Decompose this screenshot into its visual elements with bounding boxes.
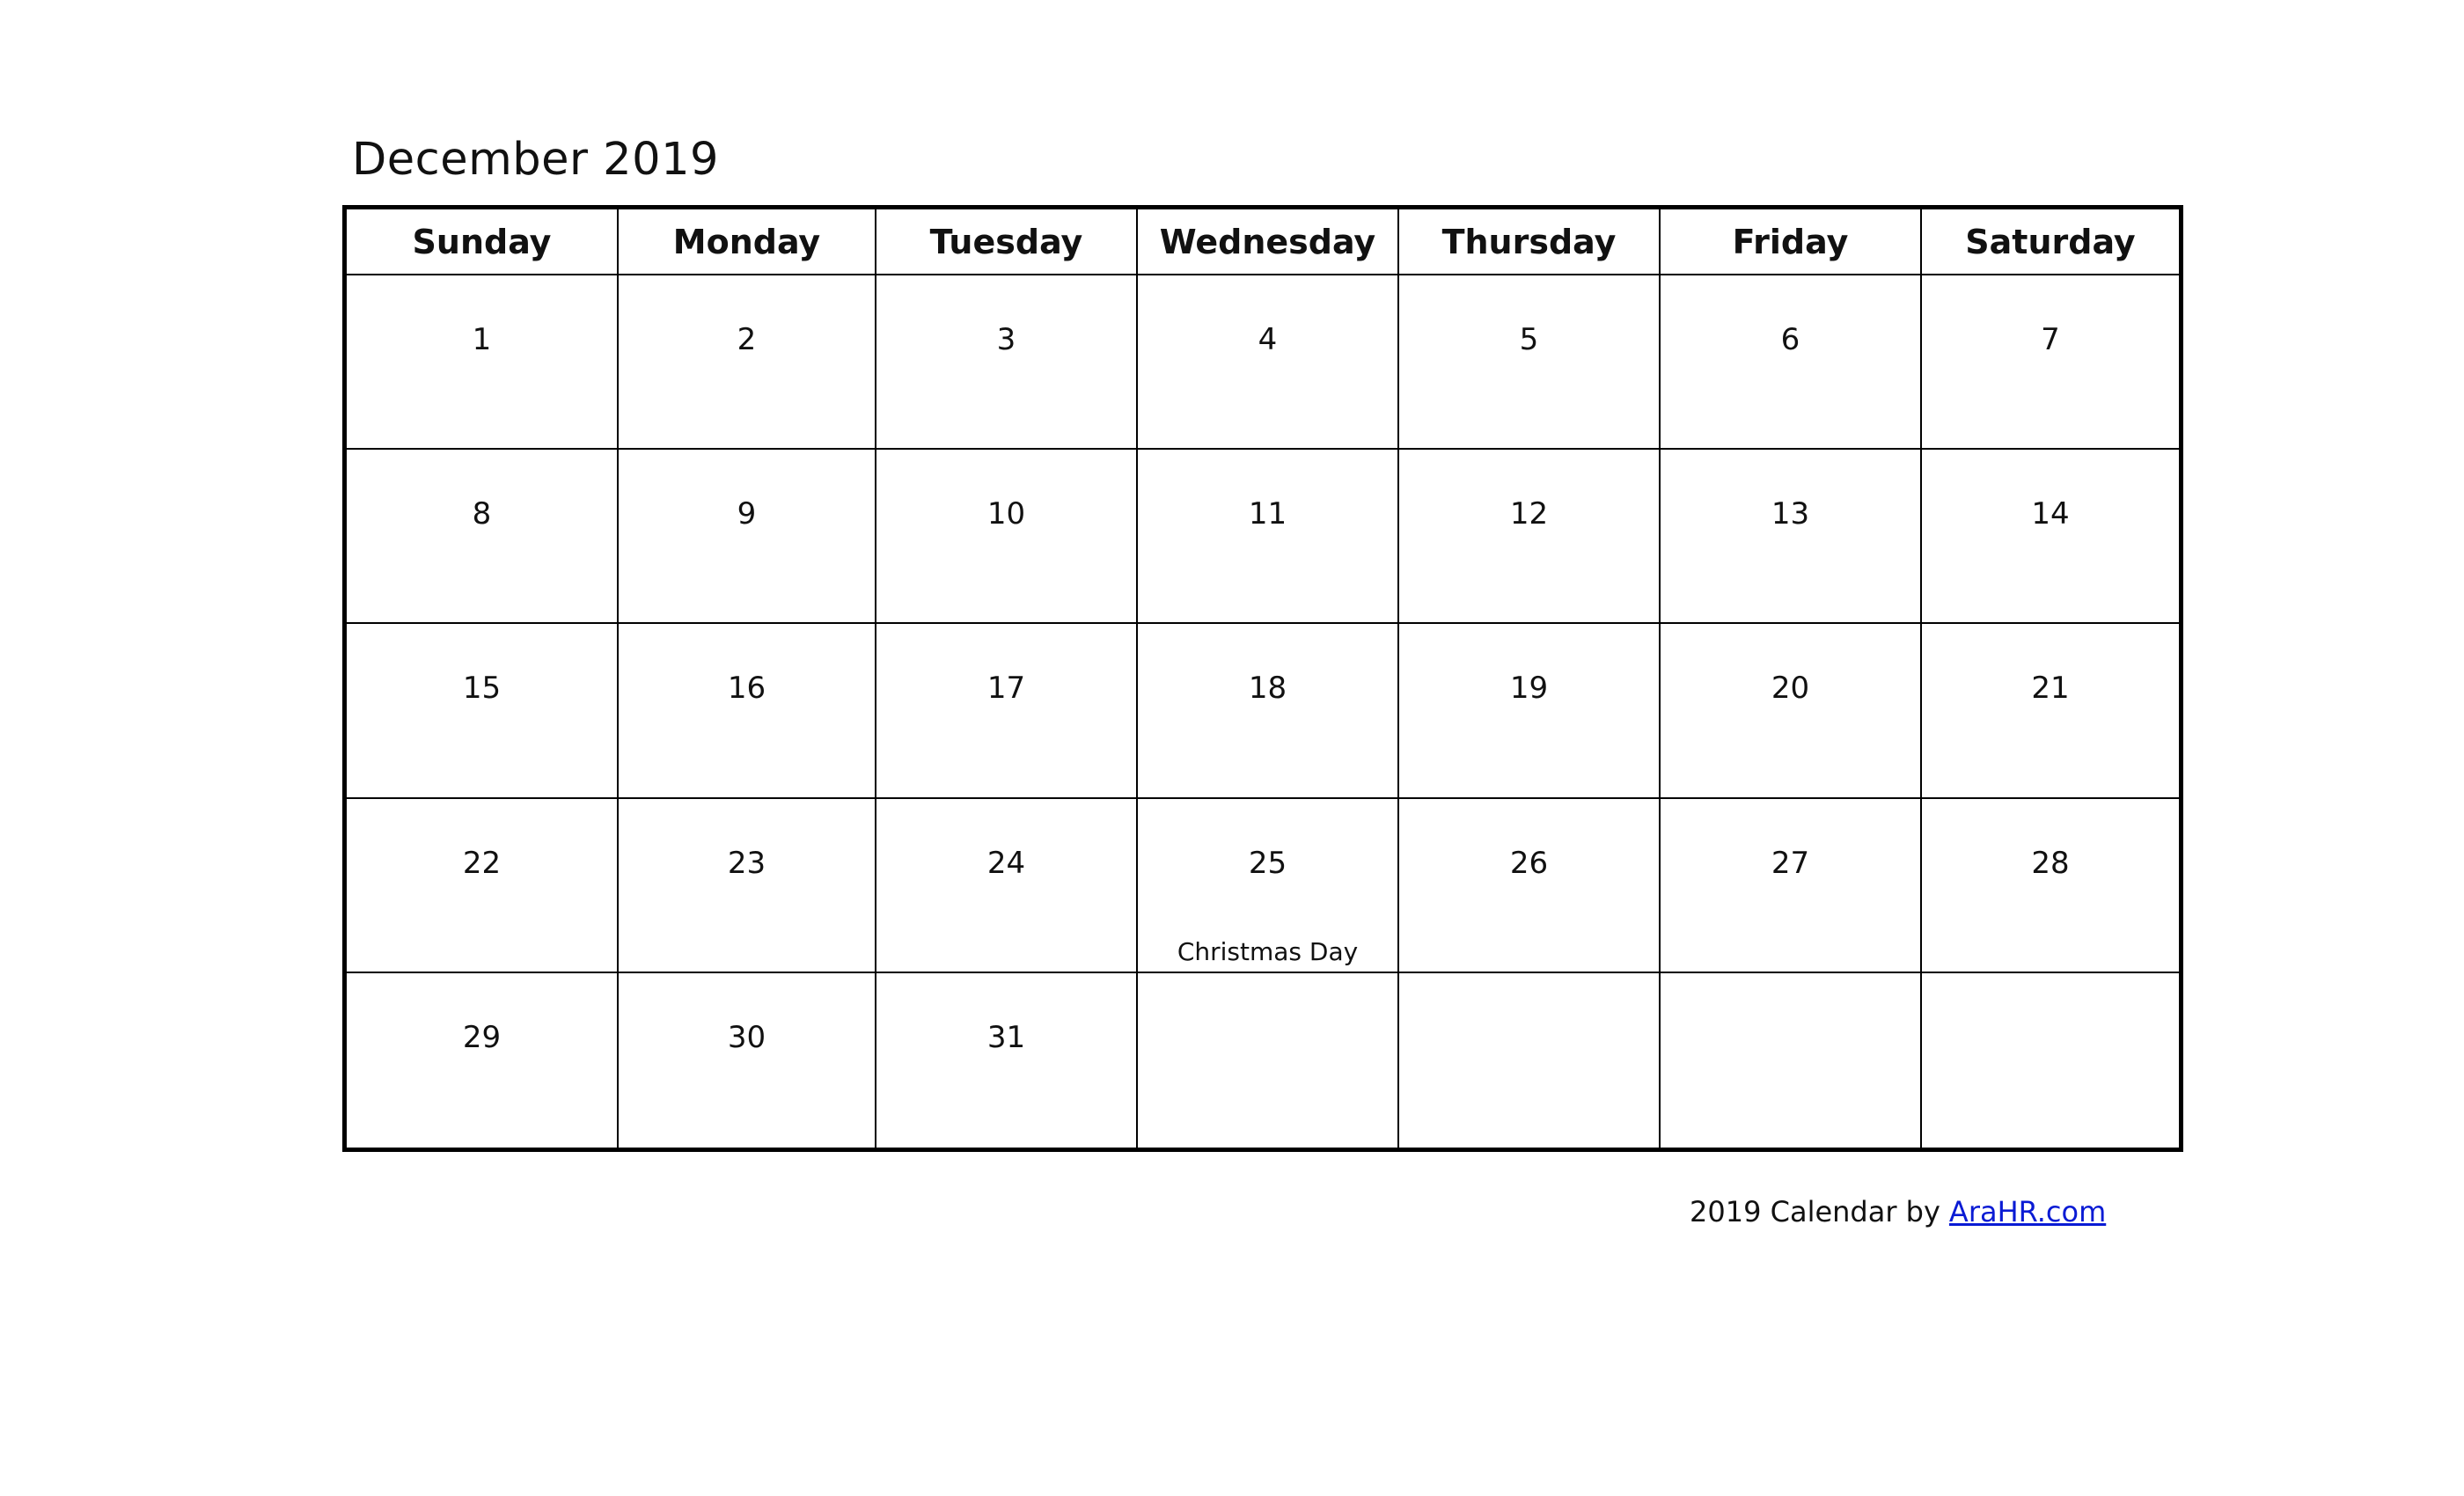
day-number: 19 xyxy=(1509,671,1549,707)
day-number: 7 xyxy=(2041,322,2060,357)
day-number: 6 xyxy=(1780,322,1800,357)
day-cell xyxy=(1922,624,2179,798)
day-number: 24 xyxy=(986,845,1026,881)
day-number: 11 xyxy=(1248,496,1287,532)
day-cell xyxy=(619,275,876,450)
day-number: 10 xyxy=(986,496,1026,532)
empty-day-cell xyxy=(1399,973,1661,1148)
day-number: 17 xyxy=(986,671,1026,707)
day-number: 9 xyxy=(737,496,757,532)
footer-credit xyxy=(1690,1195,2106,1228)
day-number: 4 xyxy=(1258,322,1278,357)
day-cell xyxy=(619,973,876,1148)
calendar-table xyxy=(342,205,2183,1152)
day-cell xyxy=(1399,450,1661,624)
day-number: 22 xyxy=(462,845,502,881)
day-cell xyxy=(347,275,619,450)
footer-text: 2019 Calendar by xyxy=(1690,1195,1940,1228)
weekday-header-friday: Friday xyxy=(1661,209,1922,275)
day-cell xyxy=(619,450,876,624)
day-cell xyxy=(1661,799,1922,973)
weekday-header-saturday: Saturday xyxy=(1922,209,2179,275)
calendar-grid xyxy=(347,209,2179,1148)
weekday-header-sunday: Sunday xyxy=(347,209,619,275)
weekday-header-thursday: Thursday xyxy=(1399,209,1661,275)
day-number: 31 xyxy=(986,1019,1026,1055)
page-title: December 2019 xyxy=(352,134,719,186)
day-cell xyxy=(876,450,1138,624)
day-cell xyxy=(1399,624,1661,798)
day-cell xyxy=(876,275,1138,450)
day-cell xyxy=(347,450,619,624)
holiday-label: Christmas Day xyxy=(1177,936,1359,966)
day-cell xyxy=(1138,799,1399,973)
weekday-header-monday: Monday xyxy=(619,209,876,275)
day-number: 26 xyxy=(1509,845,1549,881)
day-cell xyxy=(619,799,876,973)
day-cell xyxy=(1138,624,1399,798)
day-cell xyxy=(876,973,1138,1148)
day-number: 5 xyxy=(1519,322,1539,357)
day-number: 21 xyxy=(2031,671,2070,707)
day-cell xyxy=(1661,275,1922,450)
day-number: 27 xyxy=(1771,845,1810,881)
day-cell xyxy=(1661,450,1922,624)
day-number: 8 xyxy=(472,496,492,532)
day-number: 15 xyxy=(462,671,502,707)
day-number: 28 xyxy=(2031,845,2070,881)
weekday-header-tuesday: Tuesday xyxy=(876,209,1138,275)
day-number: 18 xyxy=(1248,671,1287,707)
day-number: 29 xyxy=(462,1019,502,1055)
day-number: 2 xyxy=(737,322,757,357)
day-cell xyxy=(1922,450,2179,624)
day-number: 25 xyxy=(1248,845,1287,881)
day-cell xyxy=(1138,275,1399,450)
day-cell xyxy=(347,973,619,1148)
day-cell xyxy=(1138,450,1399,624)
day-cell xyxy=(619,624,876,798)
day-number: 20 xyxy=(1771,671,1810,707)
day-number: 13 xyxy=(1771,496,1810,532)
weekday-header-wednesday: Wednesday xyxy=(1138,209,1399,275)
day-cell xyxy=(1922,275,2179,450)
day-number: 1 xyxy=(472,322,492,357)
day-cell xyxy=(347,624,619,798)
day-number: 23 xyxy=(727,845,766,881)
day-cell xyxy=(1399,275,1661,450)
day-cell xyxy=(1661,624,1922,798)
day-cell xyxy=(1922,799,2179,973)
empty-day-cell xyxy=(1661,973,1922,1148)
footer-link[interactable]: AraHR.com xyxy=(1948,1195,2107,1228)
day-number: 16 xyxy=(727,671,766,707)
day-cell xyxy=(1399,799,1661,973)
day-number: 12 xyxy=(1509,496,1549,532)
day-number: 30 xyxy=(727,1019,766,1055)
day-number: 3 xyxy=(996,322,1016,357)
empty-day-cell xyxy=(1922,973,2179,1148)
day-cell xyxy=(876,799,1138,973)
empty-day-cell xyxy=(1138,973,1399,1148)
day-number: 14 xyxy=(2031,496,2070,532)
day-cell xyxy=(876,624,1138,798)
day-cell xyxy=(347,799,619,973)
